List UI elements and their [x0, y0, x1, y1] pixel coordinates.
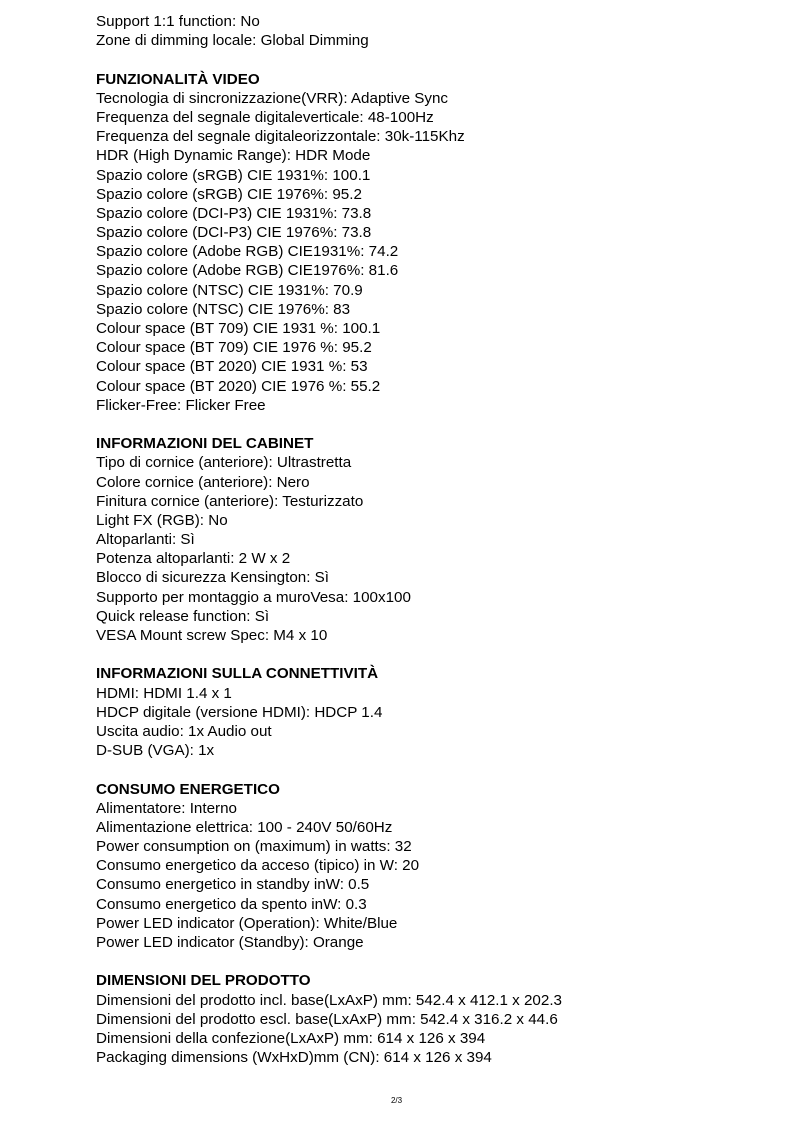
spec-line: Consumo energetico in standby inW: 0.5 [96, 876, 370, 894]
spec-line: VESA Mount screw Spec: M4 x 10 [96, 627, 328, 644]
spec-line: Altoparlanti: Sì [96, 531, 195, 549]
spec-line: Packaging dimensions (WxHxD)mm (CN): 614 x 126 x 394 [96, 1049, 492, 1067]
spec-line: Uscita audio: 1x Audio out [96, 722, 272, 740]
section-spacer [96, 760, 756, 779]
spec-line: HDCP digitale (versione HDMI): HDCP 1.4 [96, 703, 383, 721]
spec-line: Spazio colore (DCI-P3) CIE 1931%: 73.8 [96, 204, 372, 222]
spec-line: Consumo energetico da spento inW: 0.3 [96, 895, 367, 913]
spec-line: Potenza altoparlanti: 2 W x 2 [96, 550, 291, 568]
section-spacer [96, 645, 756, 664]
spec-line: Dimensioni della confezione(LxAxP) mm: 614 x 126 x 394 [96, 1029, 486, 1047]
spec-line: D-SUB (VGA): 1x [96, 742, 215, 760]
spec-line: Zone di dimming locale: Global Dimming [96, 32, 369, 50]
spec-line: Dimensioni del prodotto escl. base(LxAxP) mm: 542.4 x 316.2 x 44.6 [96, 1010, 558, 1028]
section-heading: CONSUMO ENERGETICO [96, 780, 280, 798]
spec-line: Colore cornice (anteriore): Nero [96, 473, 310, 491]
spec-section-connectivity [96, 664, 756, 760]
section-heading: INFORMAZIONI SULLA CONNETTIVITÀ [96, 665, 379, 683]
spec-line: Blocco di sicurezza Kensington: Sì [96, 569, 329, 587]
spec-line: Quick release function: Sì [96, 607, 270, 625]
spec-line: Spazio colore (NTSC) CIE 1931%: 70.9 [96, 281, 363, 299]
spec-line: Colour space (BT 2020) CIE 1931 %: 53 [96, 358, 368, 376]
spec-line: Colour space (BT 709) CIE 1976 %: 95.2 [96, 339, 372, 357]
spec-section-cabinet [96, 434, 756, 645]
spec-line: Supporto per montaggio a muroVesa: 100x100 [96, 588, 411, 606]
spec-line: Spazio colore (Adobe RGB) CIE1976%: 81.6 [96, 262, 399, 280]
spec-line: Alimentazione elettrica: 100 - 240V 50/60Hz [96, 818, 393, 836]
spec-line: HDMI: HDMI 1.4 x 1 [96, 684, 232, 702]
section-heading: FUNZIONALITÀ VIDEO [96, 70, 260, 88]
page-number: 2/3 [390, 1096, 403, 1105]
spec-line: Tecnologia di sincronizzazione(VRR): Adaptive Sync [96, 89, 449, 107]
spec-line: Dimensioni del prodotto incl. base(LxAxP) mm: 542.4 x 412.1 x 202.3 [96, 991, 562, 1009]
section-spacer [96, 415, 756, 434]
spec-section-power [96, 780, 756, 953]
spec-line: Finitura cornice (anteriore): Testurizzato [96, 492, 364, 510]
spec-line: Consumo energetico da acceso (tipico) in W: 20 [96, 857, 420, 875]
section-spacer [96, 50, 756, 69]
spec-section-dimensions [96, 971, 756, 1067]
spec-line: Colour space (BT 2020) CIE 1976 %: 55.2 [96, 377, 381, 395]
section-heading: DIMENSIONI DEL PRODOTTO [96, 972, 311, 990]
spec-line: HDR (High Dynamic Range): HDR Mode [96, 147, 371, 165]
spec-line: Spazio colore (DCI-P3) CIE 1976%: 73.8 [96, 224, 372, 242]
spec-line: Colour space (BT 709) CIE 1931 %: 100.1 [96, 320, 381, 337]
section-spacer [96, 952, 756, 971]
spec-line: Flicker-Free: Flicker Free [96, 396, 266, 414]
spec-line: Power LED indicator (Standby): Orange [96, 934, 364, 951]
spec-line: Tipo di cornice (anteriore): Ultrastretta [96, 454, 352, 472]
spec-line: Frequenza del segnale digitaleorizzontale: 30k-115Khz [96, 128, 465, 146]
spec-document [96, 12, 756, 1067]
spec-line: Spazio colore (Adobe RGB) CIE1931%: 74.2 [96, 243, 399, 261]
section-heading: INFORMAZIONI DEL CABINET [96, 435, 314, 453]
spec-line: Power LED indicator (Operation): White/Blue [96, 914, 398, 932]
spec-section [96, 12, 756, 50]
spec-line: Frequenza del segnale digitaleverticale: 48-100Hz [96, 108, 434, 126]
spec-line: Spazio colore (NTSC) CIE 1976%: 83 [96, 300, 351, 318]
spec-line: Spazio colore (sRGB) CIE 1931%: 100.1 [96, 166, 371, 184]
spec-line: Power consumption on (maximum) in watts: 32 [96, 838, 412, 856]
spec-line: Spazio colore (sRGB) CIE 1976%: 95.2 [96, 185, 362, 203]
spec-section-video [96, 70, 756, 415]
spec-line: Support 1:1 function: No [96, 13, 260, 30]
spec-line: Light FX (RGB): No [96, 511, 228, 529]
spec-line: Alimentatore: Interno [96, 799, 237, 817]
